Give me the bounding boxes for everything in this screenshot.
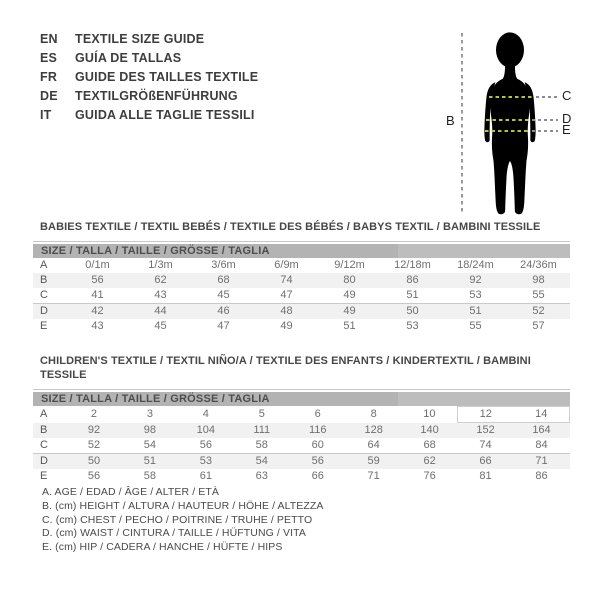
chest-label: C xyxy=(562,88,572,103)
language-title: GUÍA DE TALLAS xyxy=(75,51,182,65)
language-row xyxy=(40,49,258,68)
language-code: EN xyxy=(40,32,58,46)
size-value-cell: 55 xyxy=(469,320,482,332)
size-value-cell: 81 xyxy=(479,470,492,482)
size-value-cell: 98 xyxy=(143,423,157,436)
legend-hip: E. (cm) HIP / CADERA / HANCHE / HÜFTE / HIPS xyxy=(42,541,283,554)
row-label: B xyxy=(40,423,48,436)
size-value-cell: 2 xyxy=(90,408,98,420)
waist-dashed-line xyxy=(486,119,529,121)
size-value-cell: 55 xyxy=(532,289,545,301)
legend-age: A. AGE / EDAD / ÂGE / ALTER / ETÀ xyxy=(42,486,219,498)
size-value-cell: 14 xyxy=(514,407,570,423)
language-code: DE xyxy=(40,89,58,103)
size-table-row xyxy=(33,319,570,334)
size-value-cell: 68 xyxy=(217,274,230,286)
size-value-cell: 12/18m xyxy=(394,259,431,271)
measurement-figure xyxy=(440,15,600,230)
size-table-row xyxy=(33,407,570,423)
size-value-cell: 64 xyxy=(367,439,380,451)
size-value-cell: 92 xyxy=(469,274,482,286)
waist-guide-line xyxy=(532,119,558,121)
language-title: GUIDA ALLE TAGLIE TESSILI xyxy=(75,108,255,122)
size-value-cell: 56 xyxy=(91,274,104,286)
height-label: B xyxy=(446,113,455,128)
size-table-row xyxy=(33,258,570,273)
size-value-cell: 98 xyxy=(532,274,545,286)
size-value-cell: 47 xyxy=(217,320,230,332)
size-value-cell: 52 xyxy=(87,439,101,451)
size-value-cell: 50 xyxy=(66,454,122,470)
row-label: B xyxy=(40,274,48,286)
size-value-cell: 6 xyxy=(314,408,321,420)
babies-table xyxy=(33,241,570,334)
size-table-row xyxy=(33,469,570,484)
size-value-cell: 61 xyxy=(199,470,212,482)
babies-size-section xyxy=(33,220,570,334)
size-value-cell: 49 xyxy=(318,304,381,320)
size-header-bar: SIZE / TALLA / TAILLE / GRÖSSE / TAGLIA xyxy=(33,244,570,258)
language-row xyxy=(40,87,258,106)
size-value-cell: 6/9m xyxy=(274,259,299,271)
size-value-cell: 0/1m xyxy=(85,259,110,271)
size-value-cell: 53 xyxy=(178,454,234,470)
size-value-cell: 51 xyxy=(343,320,356,332)
size-value-cell: 54 xyxy=(234,454,290,470)
size-value-cell: 66 xyxy=(458,454,514,470)
height-dashed-line xyxy=(461,33,463,213)
size-value-cell: 45 xyxy=(217,289,230,301)
size-value-cell: 51 xyxy=(406,289,419,301)
size-value-cell: 18/24m xyxy=(457,259,494,271)
size-value-cell: 43 xyxy=(91,320,104,332)
size-value-cell: 140 xyxy=(420,423,439,436)
size-value-cell: 47 xyxy=(280,289,293,301)
size-value-cell: 86 xyxy=(535,470,548,482)
size-value-cell: 57 xyxy=(532,320,545,332)
size-value-cell: 62 xyxy=(402,454,458,470)
size-header-bar: SIZE / TALLA / TAILLE / GRÖSSE / TAGLIA xyxy=(33,392,570,406)
language-list xyxy=(40,30,258,125)
legend-waist: D. (cm) WAIST / CINTURA / TAILLE / HÜFTUNG / VITA xyxy=(42,527,306,540)
size-table-row xyxy=(33,423,570,439)
size-value-cell: 12 xyxy=(458,407,514,423)
size-value-cell: 80 xyxy=(343,274,356,286)
size-value-cell: 49 xyxy=(343,289,356,301)
size-value-cell: 60 xyxy=(311,439,324,451)
hip-label: E xyxy=(562,122,571,137)
size-value-cell: 10 xyxy=(423,408,436,420)
hip-dashed-line xyxy=(485,130,529,132)
size-value-cell: 46 xyxy=(192,304,255,320)
size-value-cell: 49 xyxy=(280,320,293,332)
hip-guide-line xyxy=(532,130,558,132)
child-silhouette-icon xyxy=(475,30,545,220)
language-title: TEXTILE SIZE GUIDE xyxy=(75,32,205,46)
size-value-cell: 43 xyxy=(154,289,167,301)
chest-dashed-line xyxy=(489,96,533,98)
babies-table-title: BABIES TEXTILE / TEXTIL BEBÉS / TEXTILE DES BÉBÉS / BABYS TEXTIL / BAMBINI TESSILE xyxy=(40,221,541,233)
row-label: A xyxy=(40,259,48,271)
language-code: FR xyxy=(40,70,58,84)
language-code: IT xyxy=(40,108,52,122)
size-value-cell: 164 xyxy=(532,424,551,436)
children-table-title: CHILDREN'S TEXTILE / TEXTIL NIÑO/A / TEXTILE DES ENFANTS / KINDERTEXTIL / BAMBINI TESSILE xyxy=(40,355,531,381)
size-value-cell: 74 xyxy=(479,439,492,451)
row-label: D xyxy=(33,454,66,470)
size-value-cell: 56 xyxy=(290,454,346,470)
measurement-legend xyxy=(42,486,324,555)
size-table-row xyxy=(33,273,570,288)
row-label: C xyxy=(40,289,48,301)
size-value-cell: 51 xyxy=(122,454,178,470)
language-row xyxy=(40,106,258,125)
size-value-cell: 111 xyxy=(253,423,271,436)
size-value-cell: 62 xyxy=(154,274,167,286)
size-value-cell: 48 xyxy=(255,304,318,320)
size-value-cell: 8 xyxy=(370,408,377,420)
size-value-cell: 56 xyxy=(199,439,212,451)
size-value-cell: 58 xyxy=(143,470,157,482)
size-value-cell: 9/12m xyxy=(334,259,365,271)
language-title: GUIDE DES TAILLES TEXTILE xyxy=(75,70,259,84)
row-label: D xyxy=(33,304,66,320)
size-value-cell: 41 xyxy=(91,289,104,301)
size-value-cell: 84 xyxy=(535,439,548,451)
size-value-cell: 59 xyxy=(346,454,402,470)
size-value-cell: 52 xyxy=(507,304,570,320)
size-value-cell: 53 xyxy=(469,289,482,301)
size-value-cell: 68 xyxy=(423,439,436,451)
waist-label: D xyxy=(562,111,572,126)
size-value-cell: 71 xyxy=(514,454,570,470)
size-value-cell: 92 xyxy=(87,423,101,436)
size-value-cell: 86 xyxy=(406,274,419,286)
size-value-cell: 116 xyxy=(308,423,327,436)
chest-guide-line xyxy=(536,96,558,98)
size-value-cell: 128 xyxy=(364,423,383,436)
size-value-cell: 58 xyxy=(255,439,268,451)
children-size-section xyxy=(33,354,570,484)
size-value-cell: 3 xyxy=(146,408,153,420)
size-value-cell: 45 xyxy=(154,320,167,332)
language-title: TEXTILGRÖßENFÜHRUNG xyxy=(75,89,238,103)
size-value-cell: 66 xyxy=(311,470,324,482)
row-label: E xyxy=(40,320,48,332)
size-value-cell: 104 xyxy=(196,423,216,436)
language-code: ES xyxy=(40,51,58,65)
size-value-cell: 56 xyxy=(87,470,101,482)
size-value-cell: 51 xyxy=(444,304,507,320)
row-label: E xyxy=(40,470,48,482)
size-value-cell: 71 xyxy=(367,470,380,482)
size-table-row xyxy=(33,288,570,304)
size-table-row xyxy=(33,438,570,454)
size-value-cell: 5 xyxy=(258,408,265,420)
row-label: A xyxy=(40,408,48,420)
size-value-cell: 74 xyxy=(280,274,293,286)
children-table xyxy=(33,389,570,484)
language-row xyxy=(40,68,258,87)
size-value-cell: 54 xyxy=(143,439,157,451)
legend-chest: C. (cm) CHEST / PECHO / POITRINE / TRUHE / PETTO xyxy=(42,513,313,526)
size-value-cell: 53 xyxy=(406,320,419,332)
size-value-cell: 3/6m xyxy=(211,259,236,271)
size-value-cell: 76 xyxy=(423,470,436,482)
size-value-cell: 152 xyxy=(476,424,495,436)
size-value-cell: 63 xyxy=(255,470,268,482)
size-table-row xyxy=(33,304,570,320)
legend-height: B. (cm) HEIGHT / ALTURA / HAUTEUR / HÖHE / ALTEZZA xyxy=(42,499,324,512)
size-value-cell: 42 xyxy=(66,304,129,320)
size-table-row xyxy=(33,454,570,470)
size-value-cell: 1/3m xyxy=(148,259,173,271)
size-value-cell: 50 xyxy=(381,304,444,320)
size-value-cell: 4 xyxy=(202,408,209,420)
language-row xyxy=(40,30,258,49)
size-value-cell: 24/36m xyxy=(520,259,557,271)
size-value-cell: 44 xyxy=(129,304,192,320)
row-label: C xyxy=(40,439,48,451)
